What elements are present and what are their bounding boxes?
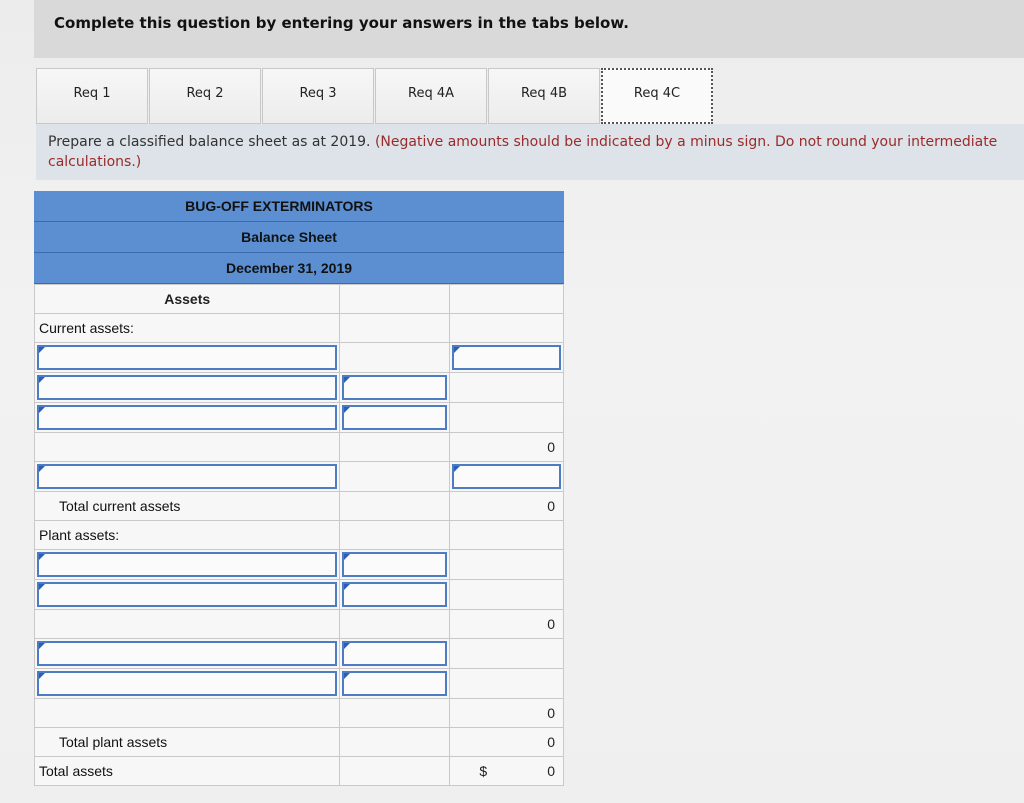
balance-sheet — [34, 191, 564, 786]
plant-asset-amount-input-2[interactable] — [342, 582, 447, 607]
total-current-assets-value: 0 — [450, 492, 564, 521]
tab-req-4b[interactable]: Req 4B — [488, 68, 600, 124]
plant-asset-name-input-1[interactable] — [37, 552, 337, 577]
table-row — [35, 639, 564, 669]
plant-subtotal-value-1: 0 — [450, 610, 564, 639]
current-asset-name-input-3[interactable] — [37, 405, 337, 430]
table-row — [35, 492, 564, 521]
question-header: Complete this question by entering your answers in the tabs below. — [54, 14, 629, 32]
current-asset-name-input-4[interactable] — [37, 464, 337, 489]
instruction-text: Prepare a classified balance sheet as at 2019. — [48, 134, 371, 150]
tab-req-2[interactable]: Req 2 — [149, 68, 261, 124]
table-row — [35, 669, 564, 699]
plant-subtotal-value-2: 0 — [450, 699, 564, 728]
requirement-tabs — [36, 68, 714, 124]
current-asset-total-input-4[interactable] — [452, 464, 561, 489]
current-asset-name-input-1[interactable] — [37, 345, 337, 370]
plant-assets-label: Plant assets: — [35, 521, 340, 550]
current-asset-total-input-1[interactable] — [452, 345, 561, 370]
current-subtotal-value: 0 — [450, 433, 564, 462]
instruction-note: (Negative amounts should be indicated by a minus sign. Do not round your intermediate calculations.) — [48, 134, 998, 170]
statement-date: December 31, 2019 — [34, 253, 564, 284]
table-row — [35, 285, 564, 314]
plant-asset-name-input-4[interactable] — [37, 671, 337, 696]
table-row — [35, 550, 564, 580]
company-name: BUG-OFF EXTERMINATORS — [34, 191, 564, 222]
plant-asset-amount-input-3[interactable] — [342, 641, 447, 666]
table-row — [35, 462, 564, 492]
instruction-band — [36, 124, 1024, 180]
table-row — [35, 373, 564, 403]
tab-req-4a[interactable]: Req 4A — [375, 68, 487, 124]
plant-asset-amount-input-1[interactable] — [342, 552, 447, 577]
total-assets-label: Total assets — [35, 757, 340, 786]
total-current-assets-label: Total current assets — [35, 492, 340, 521]
table-row — [35, 343, 564, 373]
current-assets-label: Current assets: — [35, 314, 340, 343]
currency-symbol: $ — [479, 763, 488, 779]
total-plant-assets-label: Total plant assets — [35, 728, 340, 757]
table-row — [35, 699, 564, 728]
current-asset-name-input-2[interactable] — [37, 375, 337, 400]
table-row — [35, 314, 564, 343]
plant-asset-name-input-3[interactable] — [37, 641, 337, 666]
current-asset-amount-input-3[interactable] — [342, 405, 447, 430]
table-row — [35, 728, 564, 757]
table-row — [35, 610, 564, 639]
table-row — [35, 403, 564, 433]
assets-heading: Assets — [35, 285, 340, 314]
current-asset-amount-input-2[interactable] — [342, 375, 447, 400]
tab-req-1[interactable]: Req 1 — [36, 68, 148, 124]
total-assets-value: 0 — [547, 763, 555, 779]
table-row — [35, 521, 564, 550]
balance-sheet-table — [34, 284, 564, 786]
tab-req-3[interactable]: Req 3 — [262, 68, 374, 124]
plant-asset-name-input-2[interactable] — [37, 582, 337, 607]
tab-req-4c[interactable]: Req 4C — [601, 68, 713, 124]
table-row — [35, 757, 564, 786]
statement-title: Balance Sheet — [34, 222, 564, 253]
table-row — [35, 580, 564, 610]
total-plant-assets-value: 0 — [450, 728, 564, 757]
plant-asset-amount-input-4[interactable] — [342, 671, 447, 696]
table-row — [35, 433, 564, 462]
